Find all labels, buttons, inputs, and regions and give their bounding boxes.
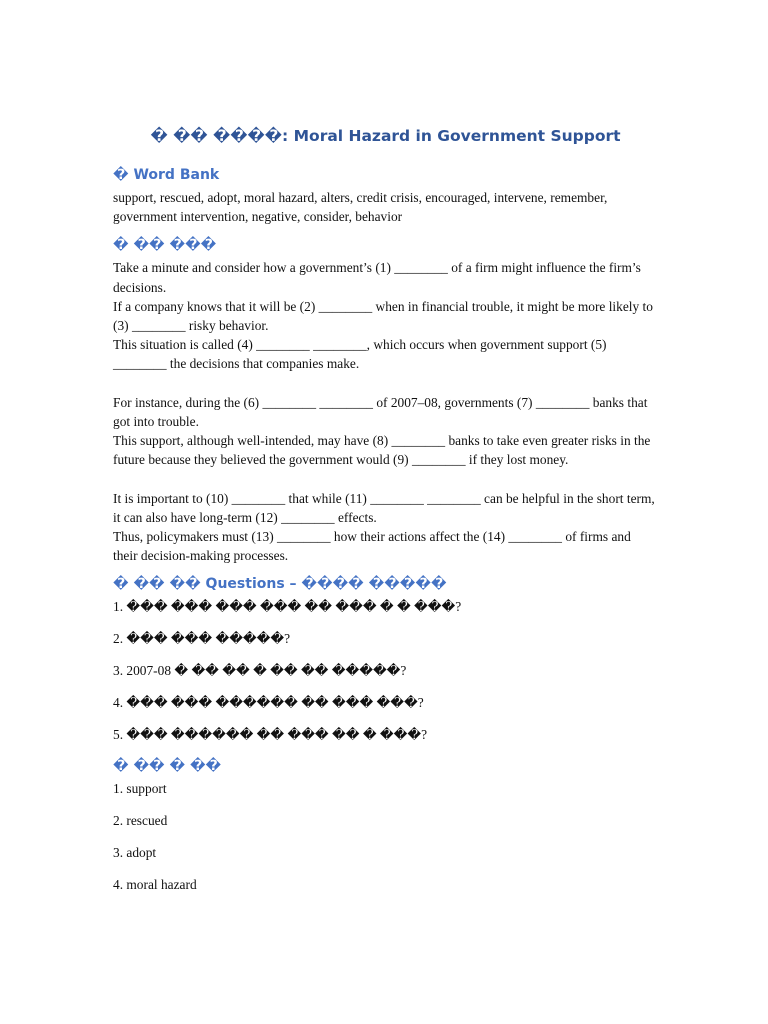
document-content	[113, 125, 658, 907]
passage-sentence: This situation is called (4) ________ ________, which occurs when government support (5) ________ the decisions that companies make.	[113, 337, 607, 372]
passage-sentence: Thus, policymakers must (13) ________ how their actions affect the (14) ________ of firms and their decision-making processes.	[113, 529, 631, 564]
passage-paragraph	[113, 393, 658, 470]
passage-sentence: Take a minute and consider how a government’s (1) ________ of a firm might influence the firm’s decisions.	[113, 260, 641, 295]
passage-section	[113, 236, 658, 565]
passage-sentence: This support, although well-intended, may have (8) ________ banks to take even greater risks in the future because they believed the government would (9) ________ if they lost money.	[113, 433, 651, 468]
answers-list	[113, 779, 658, 894]
answer-item: 1. support	[113, 780, 167, 796]
questions-list	[113, 597, 658, 744]
passage-sentence: For instance, during the (6) ________ ________ of 2007–08, governments (7) ________ banks that got into trouble.	[113, 394, 648, 430]
answer-item: 2. rescued	[113, 812, 168, 828]
word-bank-heading: � Word Bank	[113, 167, 220, 183]
passage-sentence: It is important to (10) ________ that while (11) ________ ________ can be helpful in the short term, it can also have long-term (12) ________ effects.	[113, 490, 655, 526]
document-title: � �� ����: Moral Hazard in Government Support	[150, 127, 621, 145]
question-item: 2. ��� ��� �����?	[113, 630, 291, 646]
passage-heading: � �� ���	[113, 237, 217, 254]
answers-section	[113, 757, 658, 894]
answer-item: 4. moral hazard	[113, 876, 197, 892]
questions-heading: � �� �� Questions – ���� �����	[113, 575, 447, 592]
question-item: 5. ��� ������ �� ��� �� � ���?	[113, 726, 428, 742]
passage-paragraph	[113, 258, 658, 373]
passage-paragraph	[113, 489, 658, 566]
passage-body	[113, 258, 658, 565]
answers-heading: � �� � ��	[113, 757, 222, 774]
passage-sentence: If a company knows that it will be (2) ________ when in financial trouble, it might be more likely to (3) ________ risky behavior.	[113, 298, 653, 334]
word-bank-list: support, rescued, adopt, moral hazard, alters, credit crisis, encouraged, intervene, remember, government intervention, negative, consider, behavior	[113, 190, 608, 225]
question-item: 3. 2007-08 � �� �� � �� �� �����?	[113, 662, 407, 678]
question-item: 4. ��� ��� ������ �� ��� ���?	[113, 694, 424, 710]
question-item: 1. ��� ��� ��� ��� �� ��� � � ���?	[113, 598, 462, 614]
questions-section	[113, 575, 658, 744]
answer-item: 3. adopt	[113, 844, 157, 860]
word-bank-section	[113, 166, 658, 226]
